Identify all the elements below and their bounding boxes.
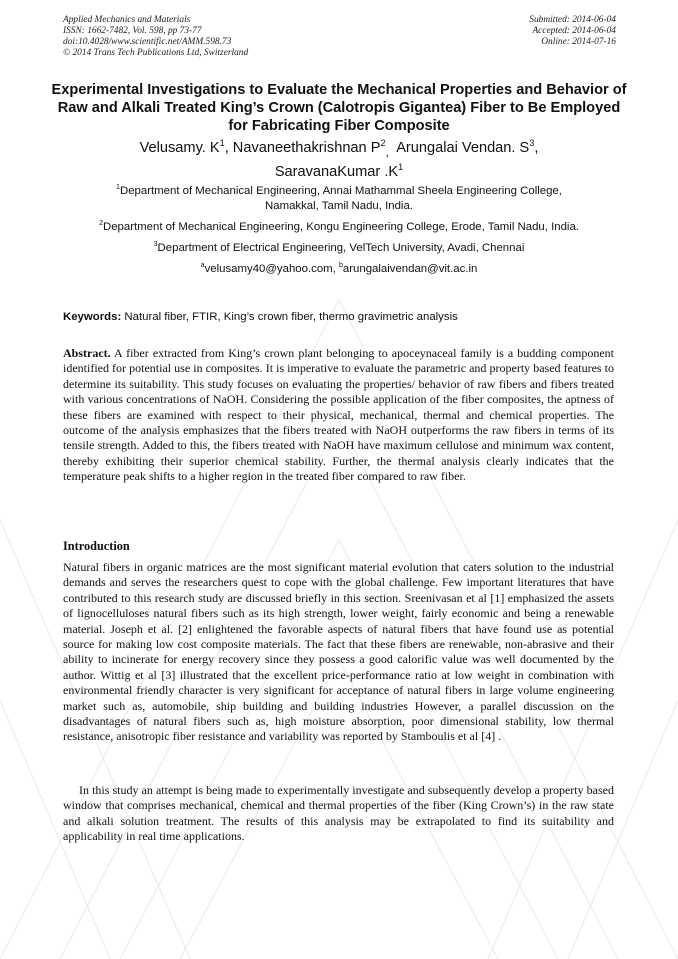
introduction-paragraph-1: Natural fibers in organic matrices are the most significant material evolution that caters solution to the industrial demands and serves the researchers quest to cope with the global challenge. Few important literatures that have contributed to this research study are discussed briefly in this section. Sreenivasan et al [1] emphasized the assets of lignocelluloses natural fibers such as its high strength, lower weight, fairly economic and being a renewable material. Joseph et al. [2] enlightened the favorable aspects of natural fibers that have found use as potential source for making low cost composite materials. The fact that these fibers are renewable, non-abrasive and their ability to incinerate for energy recovery since they possess a good calorific value was well documented by the author. Wittig et al [3] illustrated that the excellent price-performance ratio at low weight in combination with environmental friendly character is very significant for acceptance of natural fibers in large volume engineering market such as, automobile, ship building and building industries However, a parallel discussion on the disadvantages of natural fibers such as, high moisture absorption, poor dimensional stability, low thermal resistance, anisotropic fiber resistance and variability was reported by Stamboulis et al [4] . [63, 560, 614, 744]
affiliations [60, 184, 618, 277]
author-list [60, 138, 618, 182]
copyright-line: © 2014 Trans Tech Publications Ltd, Switzerland [63, 48, 249, 58]
email-link[interactable]: arungalaivendan@vit.ac.in [342, 263, 478, 275]
affiliation-1 [60, 184, 618, 214]
affiliation-number: 3 [153, 241, 158, 249]
email-link[interactable]: velusamy40@yahoo.com, [204, 263, 339, 275]
accepted-date: Accepted: 2014-06-04 [532, 26, 616, 36]
email-mark: b [338, 262, 343, 270]
online-date: Online: 2014-07-16 [541, 37, 616, 47]
abstract [63, 346, 614, 485]
keywords-label: Keywords: [63, 311, 122, 323]
author-affiliation-mark: 2 [380, 138, 386, 149]
author-emails [60, 262, 618, 277]
author-affiliation-mark: 1 [398, 162, 404, 173]
author-name: SaravanaKumar .K [274, 163, 399, 180]
affiliation-text: Department of Mechanical Engineering, Annai Mathammal Sheela Engineering College, [119, 185, 562, 197]
journal-header-left [63, 15, 248, 59]
affiliation-text: Department of Electrical Engineering, VelTech University, Avadi, Chennai [157, 242, 525, 254]
author-name: Arungalai Vendan. S [388, 140, 530, 156]
section-heading-introduction: Introduction [63, 539, 130, 553]
keywords [63, 311, 458, 323]
paper-title: Experimental Investigations to Evaluate the Mechanical Properties and Behavior of Raw and Alkali Treated King’s Crown (Calotropis Gigantea) Fiber to Be Employed for Fabricating Fiber Composite [51, 82, 627, 134]
introduction-paragraph-2: In this study an attempt is being made to experimentally investigate and subsequently develop a property based window that comprises mechanical, chemical and thermal properties of the fiber (King Crown’s) in the raw state and alkali solution treatment. The results of this analysis may be extrapolated to find its suitability and applicability in real time applications. [63, 783, 614, 844]
affiliation-number: 2 [99, 220, 103, 228]
author-affiliation-mark: 1 [219, 138, 225, 149]
journal-header-right [529, 15, 616, 48]
author-separator: , [534, 140, 539, 156]
abstract-label: Abstract. [63, 346, 111, 360]
author-affiliation-mark: 3 [529, 138, 535, 149]
journal-name: Applied Mechanics and Materials [63, 15, 191, 25]
author-name: Velusamy. K [139, 140, 220, 156]
affiliation-2 [60, 220, 618, 235]
issn-line: ISSN: 1662-7482, Vol. 598, pp 73-77 [63, 26, 202, 36]
submitted-date: Submitted: 2014-06-04 [529, 15, 616, 25]
doi-line: doi:10.4028/www.scientific.net/AMM.598.73 [63, 37, 232, 47]
author-name: , Navaneethakrishnan P [224, 140, 381, 156]
affiliation-text: Department of Mechanical Engineering, Kongu Engineering College, Erode, Tamil Nadu, India. [102, 221, 579, 233]
abstract-text: A fiber extracted from King’s crown plant belonging to apoceynaceal family is a budding component identified for potential use in composites. It is imperative to evaluate the parametric and property based features to determine its suitability. This study focuses on evaluating the properties/ behavior of raw fibers and fibers treated with various concentrations of NaOH. Considering the possible application of the fiber composites, the aptness of these fibers are examined with respect to their physical, mechanical, thermal and chemical properties. The outcome of the analysis emphasizes that the fibers treated with NaOH outperforms the raw fibers in terms of its tensile strength. Added to this, the fibers treated with NaOH have maximum cellulose and minimum wax content, thereby exhibiting their superior chemical stability. Further, the thermal analysis clearly indicates that the temperature peak shifts to a higher region in the treated fiber compared to raw fiber. [63, 346, 614, 484]
keywords-text: Natural fiber, FTIR, King’s crown fiber, thermo gravimetric analysis [121, 311, 458, 323]
affiliation-3 [60, 241, 618, 256]
author-line-2 [60, 162, 618, 182]
email-mark: a [200, 262, 205, 270]
author-separator: , [385, 144, 389, 159]
affiliation-number: 1 [116, 184, 120, 192]
author-line-1 [60, 138, 618, 162]
affiliation-text-continued: Namakkal, Tamil Nadu, India. [265, 200, 413, 212]
